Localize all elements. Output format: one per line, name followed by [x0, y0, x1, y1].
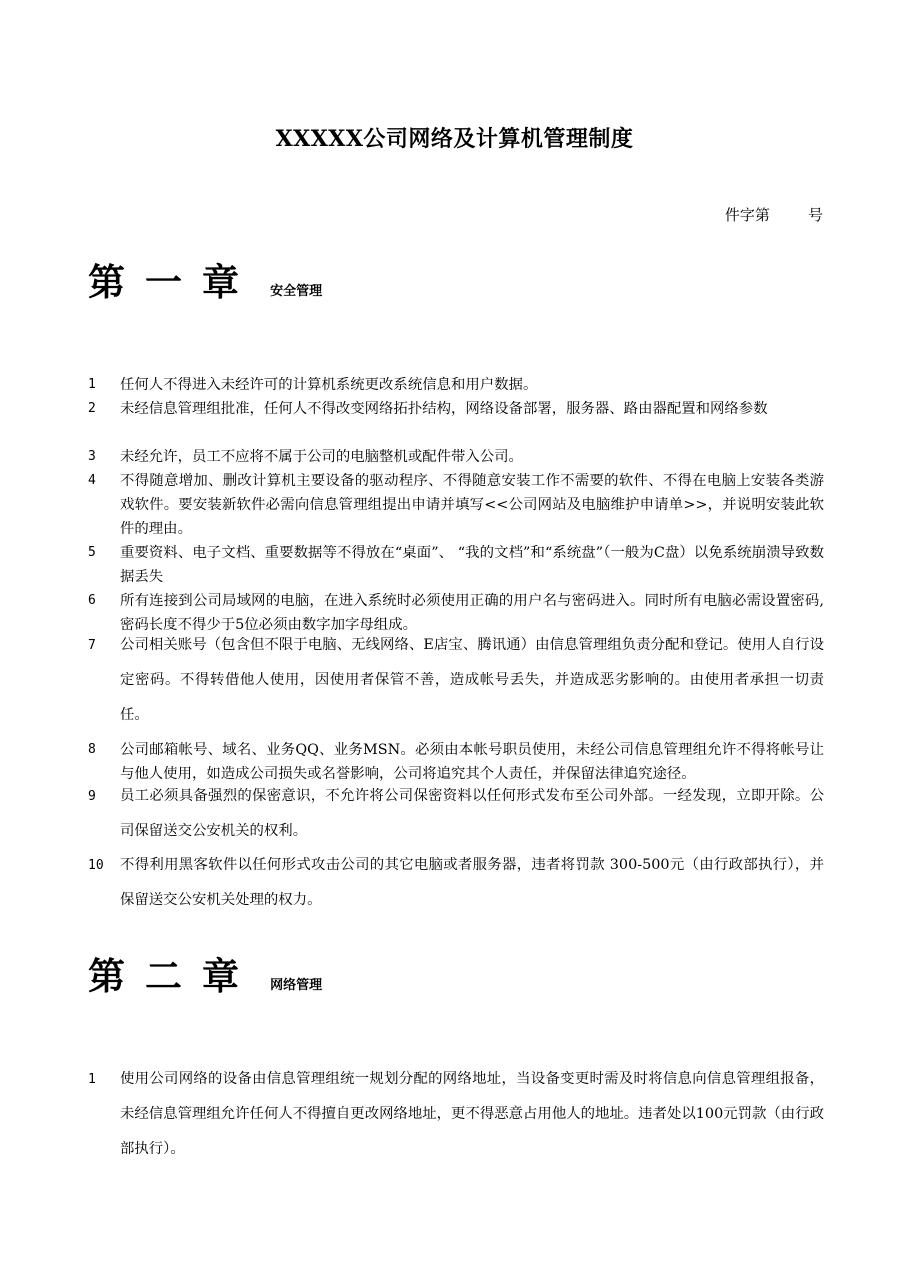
chapter-1-clause-4 [88, 469, 824, 541]
clause-number: 1 [88, 1072, 96, 1087]
chapter-1-header [88, 252, 322, 306]
chapter-1-clause-3 [88, 445, 824, 469]
document-reference-number: 件字第 号 [724, 206, 823, 224]
chapter-1-clause-1 [88, 373, 824, 397]
chapter-2-header [88, 946, 322, 1000]
clause-number: 6 [88, 593, 96, 608]
chapter-1-heading: 第一章 [88, 260, 259, 304]
chapter-2-subtitle: 网络管理 [270, 978, 323, 993]
clause-text: 公司相关账号（包含但不限于电脑、无线网络、E店宝、腾讯通）由信息管理组负责分配和登记。使用人自行设定密码。不得转借他人使用，因使用者保管不善，造成帐号丢失，并造成恶劣影响的。由使用者承担一切责任。 [120, 637, 824, 723]
clause-text: 所有连接到公司局域网的电脑，在进入系统时必须使用正确的用户名与密码进入。同时所有电脑必需设置密码,密码长度不得少于5位必须由数字加字母组成。 [120, 593, 824, 633]
chapter-1-clause-10 [88, 848, 824, 918]
clause-number: 9 [88, 789, 96, 804]
clause-number: 1 [88, 377, 96, 392]
clause-text: 未经允许，员工不应将不属于公司的电脑整机或配件带入公司。 [120, 449, 523, 465]
clause-text: 员工必须具备强烈的保密意识，不允许将公司保密资料以任何形式发布至公司外部。一经发现，立即开除。公司保留送交公安机关的权利。 [120, 788, 824, 839]
clause-text: 不得利用黑客软件以任何形式攻击公司的其它电脑或者服务器，违者将罚款 300-500元（由行政部执行），并保留送交公安机关处理的权力。 [120, 857, 824, 908]
clause-text: 重要资料、电子文档、重要数据等不得放在“桌面”、 “我的文档”和“系统盘”（一般为C盘）以免系统崩溃导致数据丢失 [120, 545, 824, 585]
chapter-2-clause-1 [88, 1062, 824, 1167]
chapter-1-clause-5 [88, 541, 824, 589]
clause-text: 不得随意增加、删改计算机主要设备的驱动程序、不得随意安装工作不需要的软件、不得在电脑上安装各类游戏软件。要安装新软件必需向信息管理组提出申请并填写<<公司网站及电脑维护申请单>>，并说明安装此软件的理由。 [120, 473, 824, 537]
clause-number: 10 [88, 858, 104, 873]
clause-text: 任何人不得进入未经许可的计算机系统更改系统信息和用户数据。 [120, 377, 538, 393]
clause-number: 5 [88, 545, 96, 560]
chapter-1-subtitle: 安全管理 [270, 284, 323, 299]
clause-number: 4 [88, 473, 96, 488]
clause-number: 3 [88, 449, 96, 464]
clause-text: 未经信息管理组批准，任何人不得改变网络拓扑结构，网络设备部署，服务器、路由器配置和网络参数 [120, 401, 768, 417]
clause-text: 公司邮箱帐号、域名、业务QQ、业务MSN。必须由本帐号职员使用，未经公司信息管理组允许不得将帐号让与他人使用，如造成公司损失或名誉影响，公司将追究其个人责任，并保留法律追究途径。 [120, 742, 824, 782]
chapter-1-clause-2 [88, 397, 824, 421]
document-title: XXXXX公司网络及计算机管理制度 [275, 126, 634, 152]
clause-text: 使用公司网络的设备由信息管理组统一规划分配的网络地址，当设备变更时需及时将信息向信息管理组报备，未经信息管理组允许任何人不得擅自更改网络地址，更不得恶意占用他人的地址。违者处以100元罚款（由行政部执行）。 [120, 1071, 824, 1157]
chapter-1-clause-7 [88, 628, 824, 733]
clause-number: 8 [88, 742, 96, 757]
chapter-1-clause-9 [88, 779, 824, 849]
clause-number: 7 [88, 638, 96, 653]
clause-number: 2 [88, 401, 96, 416]
chapter-2-heading: 第二章 [88, 954, 259, 998]
